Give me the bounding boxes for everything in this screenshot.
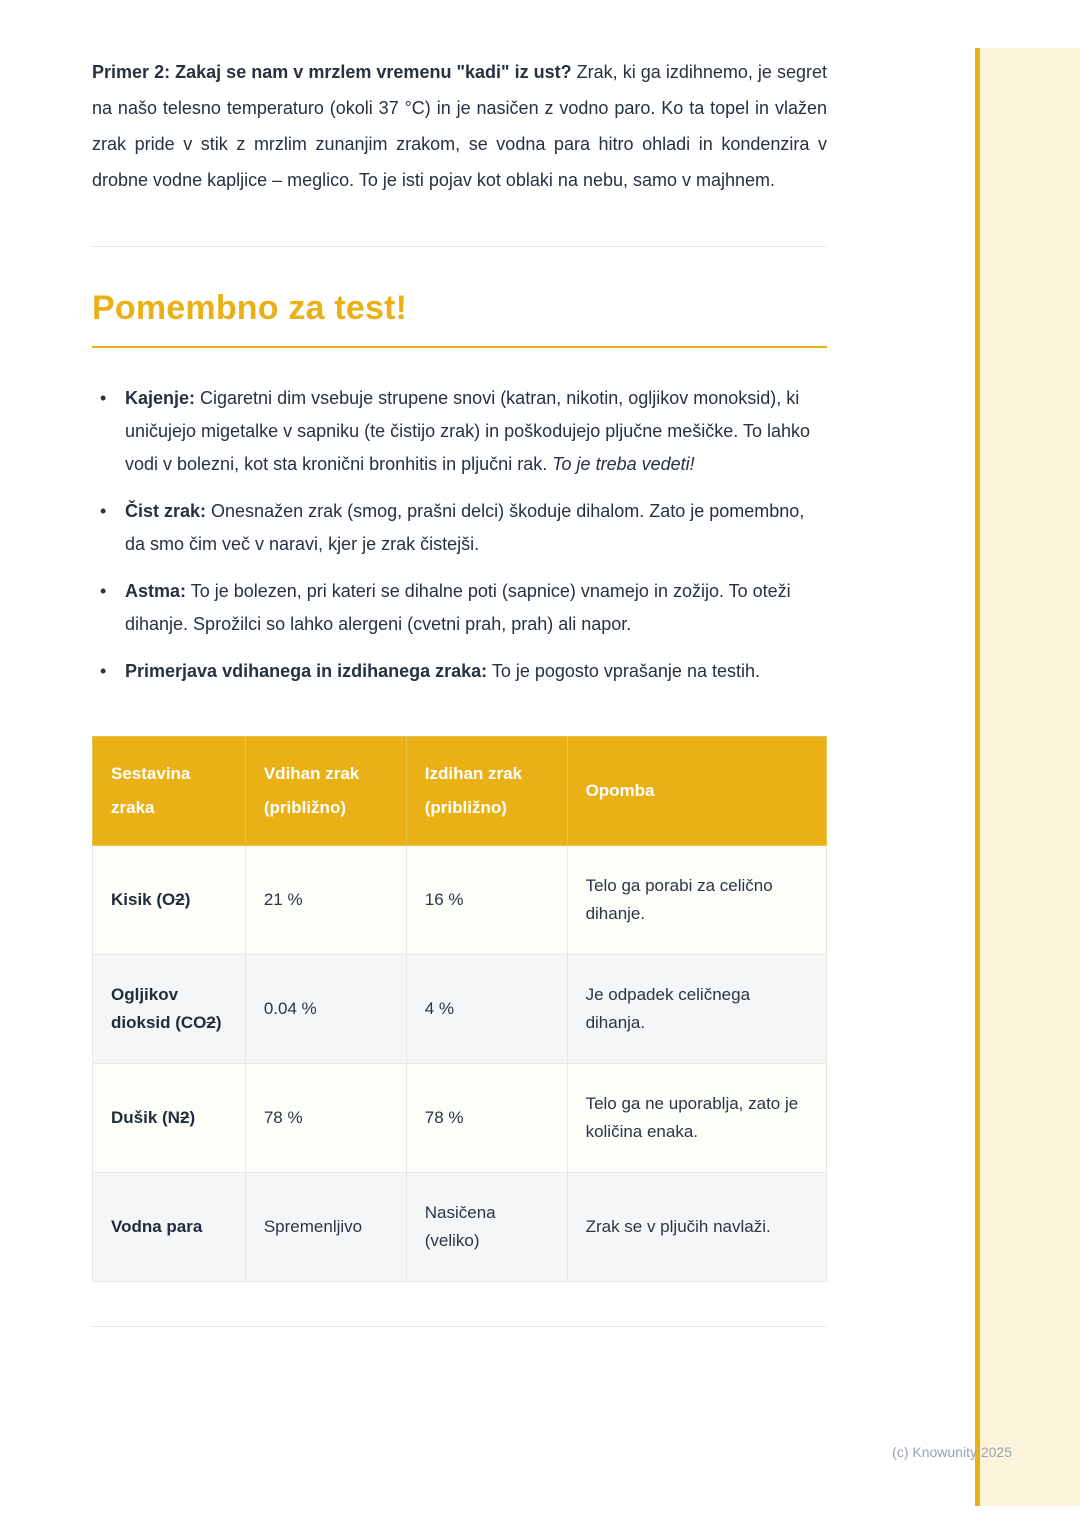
component-name-end: ) bbox=[189, 1108, 196, 1127]
bullet-italic-note: To je treba vedeti! bbox=[552, 454, 695, 474]
column-header-exhaled: Izdihan zrak (približno) bbox=[406, 737, 567, 846]
component-subscript: 2 bbox=[179, 1108, 190, 1127]
bullet-icon: • bbox=[100, 581, 107, 601]
cell-exhaled: 4 % bbox=[406, 955, 567, 1064]
bullet-text: To je pogosto vprašanje na testih. bbox=[487, 661, 760, 681]
cell-component bbox=[93, 1064, 246, 1173]
bullet-lead: Astma: bbox=[125, 581, 187, 601]
bullet-lead: Čist zrak: bbox=[125, 501, 207, 521]
component-subscript: 2 bbox=[206, 1013, 216, 1032]
section-divider-bottom bbox=[92, 1326, 827, 1327]
cell-component bbox=[93, 846, 246, 955]
cell-exhaled: Nasičena (veliko) bbox=[406, 1173, 567, 1282]
column-header-component: Sestavina zraka bbox=[93, 737, 246, 846]
table-row bbox=[93, 955, 827, 1064]
table-row bbox=[93, 1173, 827, 1282]
table-header-row bbox=[93, 737, 827, 846]
component-name: Vodna para bbox=[111, 1217, 203, 1236]
cell-note: Je odpadek celičnega dihanja. bbox=[567, 955, 826, 1064]
intro-lead-bold: Primer 2: Zakaj se nam v mrzlem vremenu "kadi" iz ust? bbox=[92, 62, 572, 82]
table-row bbox=[93, 1064, 827, 1173]
table-row bbox=[93, 846, 827, 955]
cell-inhaled: 21 % bbox=[245, 846, 406, 955]
component-name: Ogljikov dioksid (CO bbox=[111, 985, 207, 1032]
cell-exhaled: 16 % bbox=[406, 846, 567, 955]
bullet-icon: • bbox=[100, 661, 107, 681]
cell-exhaled: 78 % bbox=[406, 1064, 567, 1173]
component-name: Dušik (N bbox=[111, 1108, 180, 1127]
intro-body-text: Zrak, ki ga izdihnemo, je segret na našo telesno temperaturo (okoli 37 °C) in je nasičen z vodno paro. Ko ta topel in vlažen zrak pride v stik z mrzlim zunanjim zrakom, se vodna para hitro ohladi in kondenzira v drobne vodne kapljice – meglico. To je isti pojav kot oblaki na nebu, samo v majhnem. bbox=[92, 62, 827, 190]
cell-note: Telo ga porabi za celično dihanje. bbox=[567, 846, 826, 955]
list-item bbox=[92, 495, 827, 561]
bullet-text: Cigaretni dim vsebuje strupene snovi (katran, nikotin, ogljikov monoksid), ki uničujejo migetalke v sapniku (te čistijo zrak) in poškodujejo pljučne mešičke. To lahko vodi v bolezni, kot sta kronični bronhitis in pljučni rak. bbox=[125, 388, 811, 474]
page-title: Pomembno za test! bbox=[92, 289, 408, 327]
bullet-text: To je bolezen, pri kateri se dihalne poti (sapnice) vnamejo in zožijo. To oteži dihanje. Sprožilci so lahko alergeni (cvetni prah, prah) ali napor. bbox=[125, 581, 791, 634]
cell-inhaled: Spremenljivo bbox=[245, 1173, 406, 1282]
page-margin-strip bbox=[980, 48, 1080, 1506]
column-header-note: Opomba bbox=[567, 737, 826, 846]
cell-component bbox=[93, 1173, 246, 1282]
cell-note: Zrak se v pljučih navlaži. bbox=[567, 1173, 826, 1282]
component-name-end: ) bbox=[215, 1013, 222, 1032]
component-subscript: 2 bbox=[175, 890, 185, 909]
air-composition-table bbox=[92, 736, 827, 1282]
page-margin-accent-line bbox=[975, 48, 980, 1506]
important-points-list bbox=[92, 382, 827, 688]
list-item bbox=[92, 655, 827, 688]
bullet-icon: • bbox=[100, 388, 107, 408]
copyright-notice: (c) Knowunity 2025 bbox=[892, 1444, 1012, 1460]
list-item bbox=[92, 575, 827, 641]
section-divider-top bbox=[92, 246, 827, 247]
list-item bbox=[92, 382, 827, 481]
cell-component bbox=[93, 955, 246, 1064]
cell-inhaled: 78 % bbox=[245, 1064, 406, 1173]
cell-note: Telo ga ne uporablja, zato je količina enaka. bbox=[567, 1064, 826, 1173]
document-content bbox=[92, 54, 827, 1327]
intro-paragraph bbox=[92, 54, 827, 198]
column-header-inhaled: Vdihan zrak (približno) bbox=[245, 737, 406, 846]
bullet-icon: • bbox=[100, 501, 107, 521]
bullet-text: Onesnažen zrak (smog, prašni delci) škoduje dihalom. Zato je pomembno, da smo čim več v naravi, kjer je zrak čistejši. bbox=[125, 501, 805, 554]
title-underline-rule bbox=[92, 346, 827, 348]
bullet-lead: Primerjava vdihanega in izdihanega zraka: bbox=[125, 661, 488, 681]
component-name: Kisik (O bbox=[111, 890, 176, 909]
cell-inhaled: 0.04 % bbox=[245, 955, 406, 1064]
component-name-end: ) bbox=[184, 890, 191, 909]
bullet-lead: Kajenje: bbox=[125, 388, 196, 408]
